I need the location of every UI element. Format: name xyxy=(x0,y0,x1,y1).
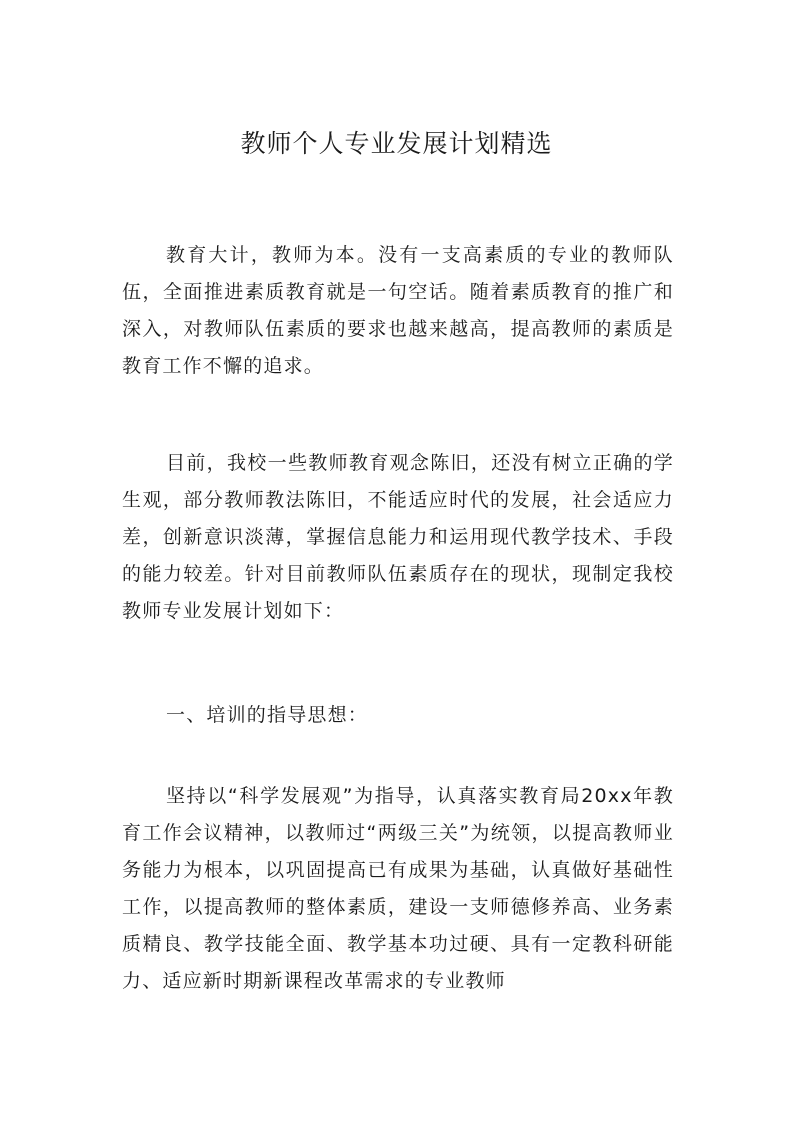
paragraph-guiding-ideology: 坚持以“科学发展观”为指导，认真落实教育局20xx年教育工作会议精神，以教师过“两级三关”为统领，以提高教师业务能力为根本，以巩固提高已有成果为基础，认真做好基础性工作，以提高教师的整体素质，建设一支师德修养高、业务素质精良、教学技能全面、教学基本功过硬、具有一定教科研能力、适应新时期新课程改革需求的专业教师 xyxy=(122,785,674,992)
document-title: 教师个人专业发展计划精选 xyxy=(240,129,553,158)
section-heading-guiding-ideology: 一、培训的指导思想： xyxy=(166,704,369,726)
paragraph-introduction: 教育大计，教师为本。没有一支高素质的专业的教师队伍，全面推进素质教育就是一句空话。随着素质教育的推广和深入，对教师队伍素质的要求也越来越高，提高教师的素质是教育工作不懈的追求。 xyxy=(122,244,674,377)
paragraph-current-situation: 目前，我校一些教师教育观念陈旧，还没有树立正确的学生观，部分教师教法陈旧，不能适应时代的发展，社会适应力差，创新意识淡薄，掌握信息能力和运用现代教学技术、手段的能力较差。针对目前教师队伍素质存在的现状，现制定我校教师专业发展计划如下： xyxy=(122,452,674,622)
